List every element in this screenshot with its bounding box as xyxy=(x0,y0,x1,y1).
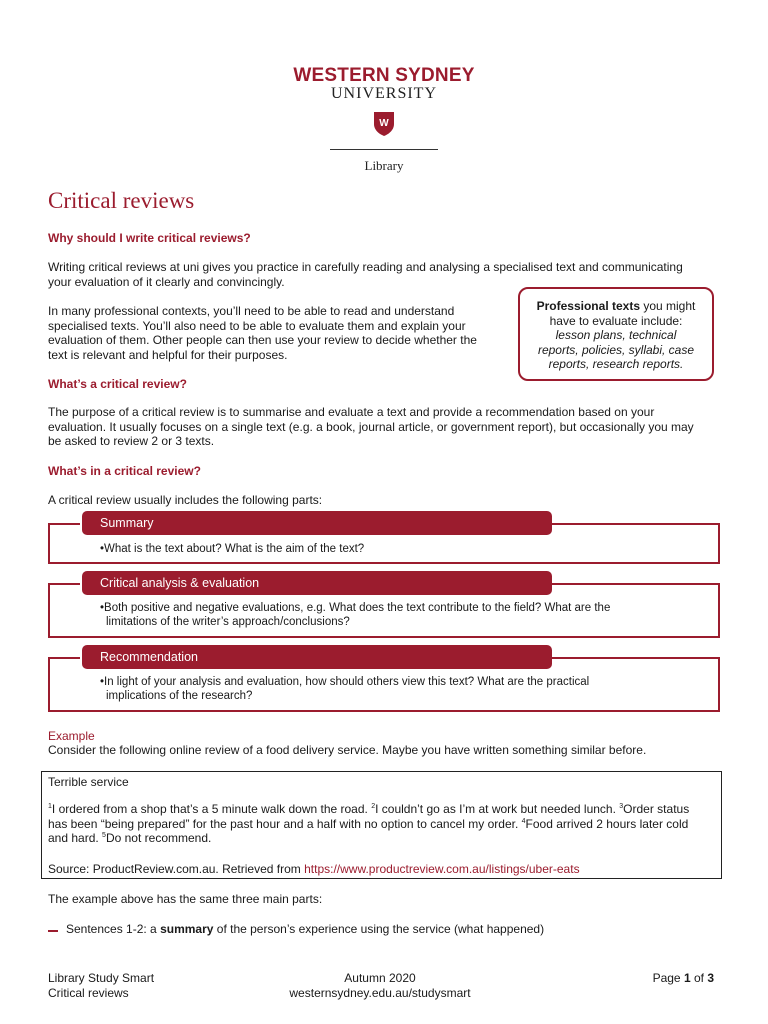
bullet-summary xyxy=(66,922,544,936)
sentence-number: 4 xyxy=(521,817,526,825)
review-title: Terrible service xyxy=(48,775,129,789)
box-border-segment xyxy=(48,523,80,525)
callout-rest: you might xyxy=(640,299,696,313)
page-title: Critical reviews xyxy=(48,188,195,213)
logo-line-2: UNIVERSITY xyxy=(331,85,437,102)
part-header-recommendation: Recommendation xyxy=(82,645,552,669)
text-line: limitations of the writer’s approach/conclusions? xyxy=(106,615,350,628)
footer-left xyxy=(48,971,154,1001)
footer-topic: Critical reviews xyxy=(48,986,129,1000)
page-of: of xyxy=(690,971,708,985)
paragraph-whats-in-intro: A critical review usually includes the following parts: xyxy=(48,493,323,507)
sentence-number: 5 xyxy=(102,832,106,839)
part-header-summary: Summary xyxy=(82,511,552,535)
bullet-text-post: of the person’s experience using the service (what happened) xyxy=(213,922,545,936)
text-line: In many professional contexts, you’ll need to be able to read and understand xyxy=(48,304,455,318)
sentence-number: 1 xyxy=(48,803,52,810)
bullet-text-bold: summary xyxy=(160,922,214,936)
sentence: Do not recommend. xyxy=(105,831,212,845)
heading-what: What’s a critical review? xyxy=(48,377,187,391)
text-line xyxy=(48,831,718,846)
callout-line-5: reports, research reports. xyxy=(548,357,684,371)
text-line: Writing critical reviews at uni gives you practice in carefully reading and analysing a specialised text and communicating xyxy=(48,260,683,274)
footer-series: Library Study Smart xyxy=(48,971,155,985)
text-line: your evaluation of it clearly and convincingly. xyxy=(48,274,285,289)
paragraph-why-2 xyxy=(48,304,477,362)
page-word: Page xyxy=(652,971,684,985)
page-total: 3 xyxy=(707,971,714,985)
callout-bold: Professional texts xyxy=(536,299,640,313)
example-intro: Consider the following online review of a food delivery service. Maybe you have written something similar before. xyxy=(48,743,647,757)
callout-line-4: reports, policies, syllabi, case xyxy=(537,342,695,357)
text-line: be asked to review 2 or 3 texts. xyxy=(48,434,215,448)
box-border-segment xyxy=(548,523,720,525)
heading-why: Why should I write critical reviews? xyxy=(48,231,251,245)
logo-subtitle: Library xyxy=(364,158,404,173)
part-text-summary xyxy=(100,543,700,557)
university-logo xyxy=(0,66,768,102)
sentence: has been “being prepared” for the past hour and a half with no option to cancel my order. xyxy=(48,816,522,831)
shield-letter: W xyxy=(379,118,389,129)
page-current: 1 xyxy=(683,971,691,985)
example-label: Example xyxy=(48,729,95,743)
text-line: evaluation. It usually focuses on a single text (e.g. a book, journal article, or government report), but occasionally you may xyxy=(48,419,694,434)
text-line xyxy=(48,802,718,817)
sentence-number: 2 xyxy=(371,803,376,810)
text-line: •What is the text about? What is the aim of the text? xyxy=(100,543,365,555)
callout-line-3: lesson plans, technical xyxy=(555,328,677,342)
footer-page-number xyxy=(560,971,714,986)
university-shield-icon xyxy=(373,111,395,137)
review-body xyxy=(48,802,718,846)
box-border-segment xyxy=(548,657,720,659)
professional-texts-callout xyxy=(518,287,714,381)
text-line: evaluation of them. Other people can then use your review to decide whether the xyxy=(48,333,477,347)
dash-bullet-icon xyxy=(48,930,58,932)
footer-website: westernsydney.edu.au/studysmart xyxy=(289,986,471,1000)
source-prefix: Source: ProductReview.com.au. Retrieved from xyxy=(48,862,305,876)
box-border-segment xyxy=(548,583,720,585)
text-line: text is relevant and helpful for their purposes. xyxy=(48,347,288,362)
callout-line-1 xyxy=(520,299,712,314)
sentence: I couldn’t go as I’m at work but needed lunch. xyxy=(375,802,620,816)
part-text-recommendation xyxy=(100,676,700,703)
text-line: specialised texts. You’ll also need to be able to evaluate them and explain your xyxy=(48,318,466,333)
review-source xyxy=(48,862,580,876)
logo-line-1: WESTERN SYDNEY xyxy=(293,65,475,86)
text-line: •Both positive and negative evaluations, e.g. What does the text contribute to the field? What are the xyxy=(100,602,611,614)
sentence: and hard. xyxy=(48,831,103,845)
sentence-number: 3 xyxy=(619,803,624,810)
text-line: The purpose of a critical review is to summarise and evaluate a text and provide a recommendation based on your xyxy=(48,405,655,419)
logo-divider xyxy=(330,149,438,150)
sentence: Food arrived 2 hours later cold xyxy=(525,816,689,831)
part-header-critical-analysis: Critical analysis & evaluation xyxy=(82,571,552,595)
bullet-text-pre: Sentences 1-2: a xyxy=(66,922,161,936)
part-text-critical-analysis xyxy=(100,602,700,629)
source-link[interactable]: https://www.productreview.com.au/listings/uber-eats xyxy=(304,862,580,876)
callout-line-2: have to evaluate include: xyxy=(549,313,683,328)
sentence: Order status xyxy=(623,802,690,816)
paragraph-what xyxy=(48,405,694,449)
footer-middle xyxy=(230,971,530,1001)
box-border-segment xyxy=(48,657,80,659)
text-line: •In light of your analysis and evaluation, how should others view this text? What are the practical xyxy=(100,676,590,688)
box-border-segment xyxy=(48,583,80,585)
paragraph-why-1 xyxy=(48,260,683,289)
heading-whats-in: What’s in a critical review? xyxy=(48,464,201,478)
text-line: implications of the research? xyxy=(106,689,253,702)
footer-term: Autumn 2020 xyxy=(344,971,416,985)
sentence: I ordered from a shop that’s a 5 minute walk down the road. xyxy=(51,802,372,816)
example-after: The example above has the same three main parts: xyxy=(48,892,323,906)
text-line xyxy=(48,817,718,832)
